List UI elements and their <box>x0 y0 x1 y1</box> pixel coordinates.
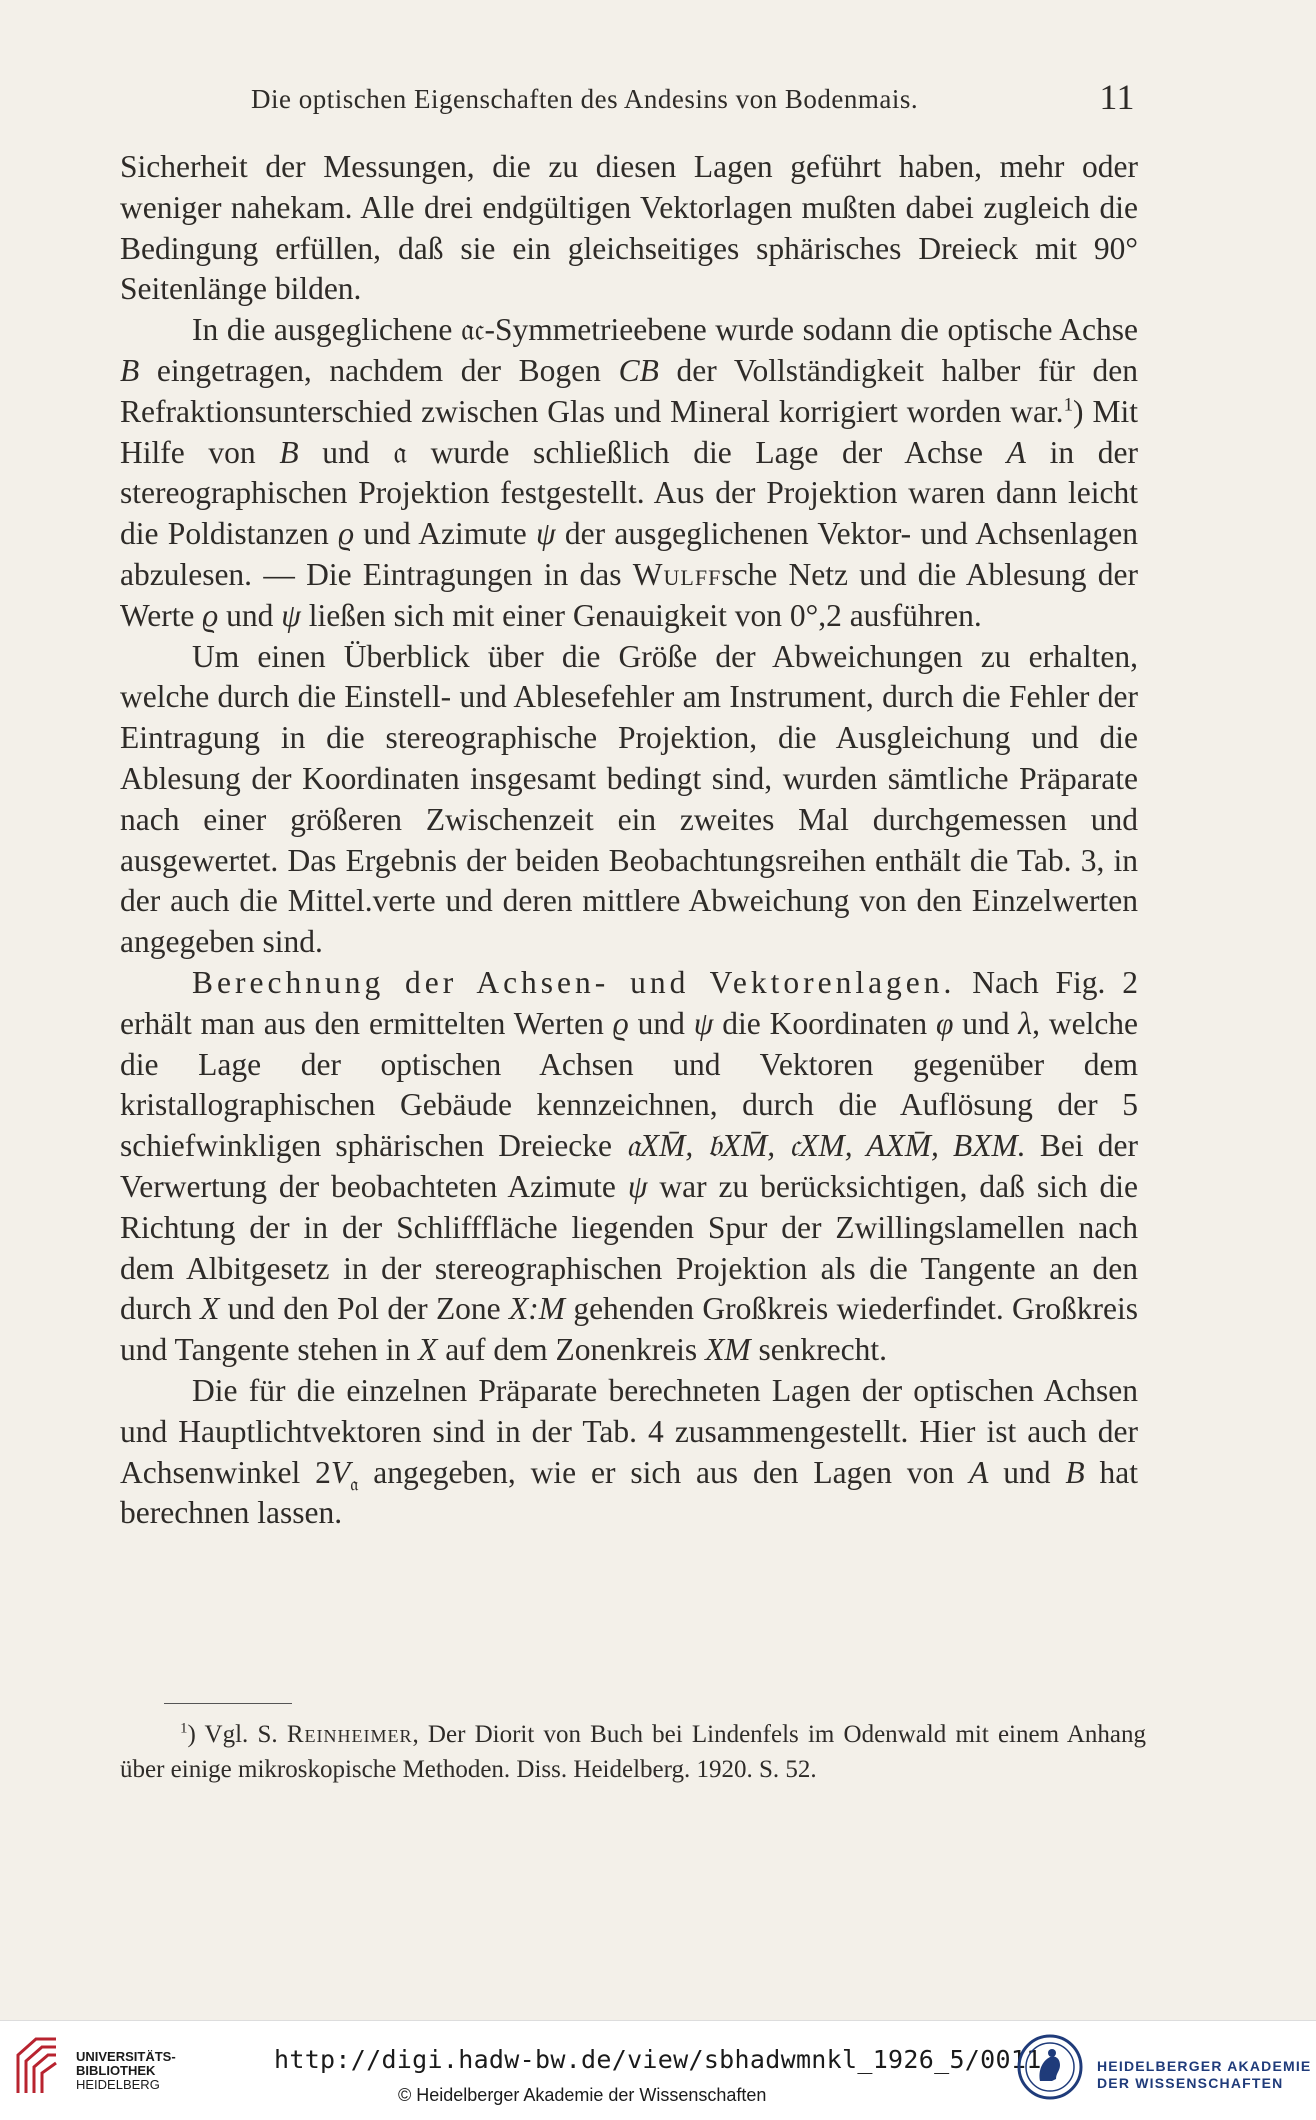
paragraph-4: Berechnung der Achsen- und Vektorenlagen. Nach Fig. 2 erhält man aus den ermittelten Werten ϱ und ψ die Koordinaten φ und λ, welche die Lage der optischen Achsen und Vektoren gegenüber dem kristallographischen Gebäude kennzeichnen, durch die Auflösung der 5 schiefwinkligen sphärischen Dreiecke 𝔞XM̄, 𝔟XM̄, 𝔠XM, AXM̄, BXM. Bei der Verwertung der beobachteten Azimute ψ war zu berücksichtigen, daß sich die Richtung der in der Schlifffläche liegenden Spur der Zwillingslamellen nach dem Albitgesetz in der stereographischen Projektion als die Tangente an den durch X und den Pol der Zone X:M gehenden Großkreis wiederfindet. Großkreis und Tangente stehen in X auf dem Zonenkreis XM senkrecht. <box>120 964 1139 1368</box>
library-name: UNIVERSITÄTS- BIBLIOTHEK HEIDELBERG <box>76 2049 176 2092</box>
paragraph-1: Sicherheit der Messungen, die zu diesen Lagen geführt haben, mehr oder weniger nahekam. Alle drei endgültigen Vektorlagen mußten dabei zugleich die Bedingung erfüllen, daß sie ein gleichseitiges sphärisches Dreieck mit 90° Seitenlänge bilden. <box>120 149 1138 307</box>
running-header <box>251 76 1135 120</box>
page-number: 11 <box>1099 77 1135 117</box>
library-logo-icon[interactable] <box>12 2035 62 2097</box>
footnote-divider <box>164 1703 292 1704</box>
paragraph-2: In die ausgeglichene 𝔞𝔠-Symmetrieebene wurde sodann die optische Achse B eingetragen, nachdem der Bogen CB der Vollständigkeit halber für den Refraktionsunterschied zwischen Glas und Mineral korrigiert worden war.$^1$) Mit Hilfe von B und 𝔞 wurde schließlich die Lage der Achse A in der stereographischen Projektion festgestellt. Aus der Projektion waren dann leicht die Poldistanzen ϱ und Azimute ψ der ausgeglichenen Vektor- und Achsenlagen abzulesen. — Die Eintragungen in das Wulffsche Netz und die Ablesung der Werte ϱ und ψ ließen sich mit einer Genauigkeit von 0°,2 ausführen. <box>120 312 1138 633</box>
academy-seal-icon[interactable] <box>1016 2033 1084 2101</box>
academy-name: HEIDELBERGER AKADEMIE DER WISSENSCHAFTEN <box>1097 2058 1312 2091</box>
paragraph-3: Um einen Überblick über die Größe der Abweichungen zu erhalten, welche durch die Einstell- und Ablesefehler am Instrument, durch die Fehler der Eintragung in die stereographische Projektion, die Ausgleichung und die Ablesung der Koordinaten insgesamt bedingt sind, wurden sämtliche Präparate nach einer größeren Zwischenzeit ein zweites Mal durchgemessen und ausgewertet. Das Ergebnis der beiden Beobachtungsreihen enthält die Tab. 3, in der auch die Mittel.verte und deren mittlere Abweichung von den Einzelwerten angegeben sind. <box>120 638 1138 960</box>
footnote-reference: 1 <box>1063 394 1074 416</box>
footnote-marker: 1 <box>180 1720 188 1737</box>
paragraph-5: Die für die einzelnen Präparate berechneten Lagen der optischen Achsen und Hauptlichtvektoren sind in der Tab. 4 zusammengestellt. Hier ist auch der Achsenwinkel $2V_𝔞$ angegeben, wie er sich aus den Lagen von A und B hat berechnen lassen. <box>120 1372 1139 1531</box>
main-text <box>120 147 1138 1534</box>
copyright-notice: © Heidelberger Akademie der Wissenschaften <box>398 2085 767 2105</box>
footnote: $^1$) Vgl. S. Reinheimer, Der Diorit von Buch bei Lindenfels im Odenwald mit einem Anhang über einige mikroskopische Methoden. Diss. Heidelberg. 1920. S. 52. <box>120 1720 1146 1783</box>
section-heading: Berechnung der Achsen- und Vektorenlagen. <box>192 964 956 1000</box>
running-title: Die optischen Eigenschaften des Andesins von Bodenmais. <box>251 84 919 114</box>
permalink[interactable]: http://digi.hadw-bw.de/view/sbhadwmnkl_1926_5/0011 <box>274 2045 1042 2074</box>
